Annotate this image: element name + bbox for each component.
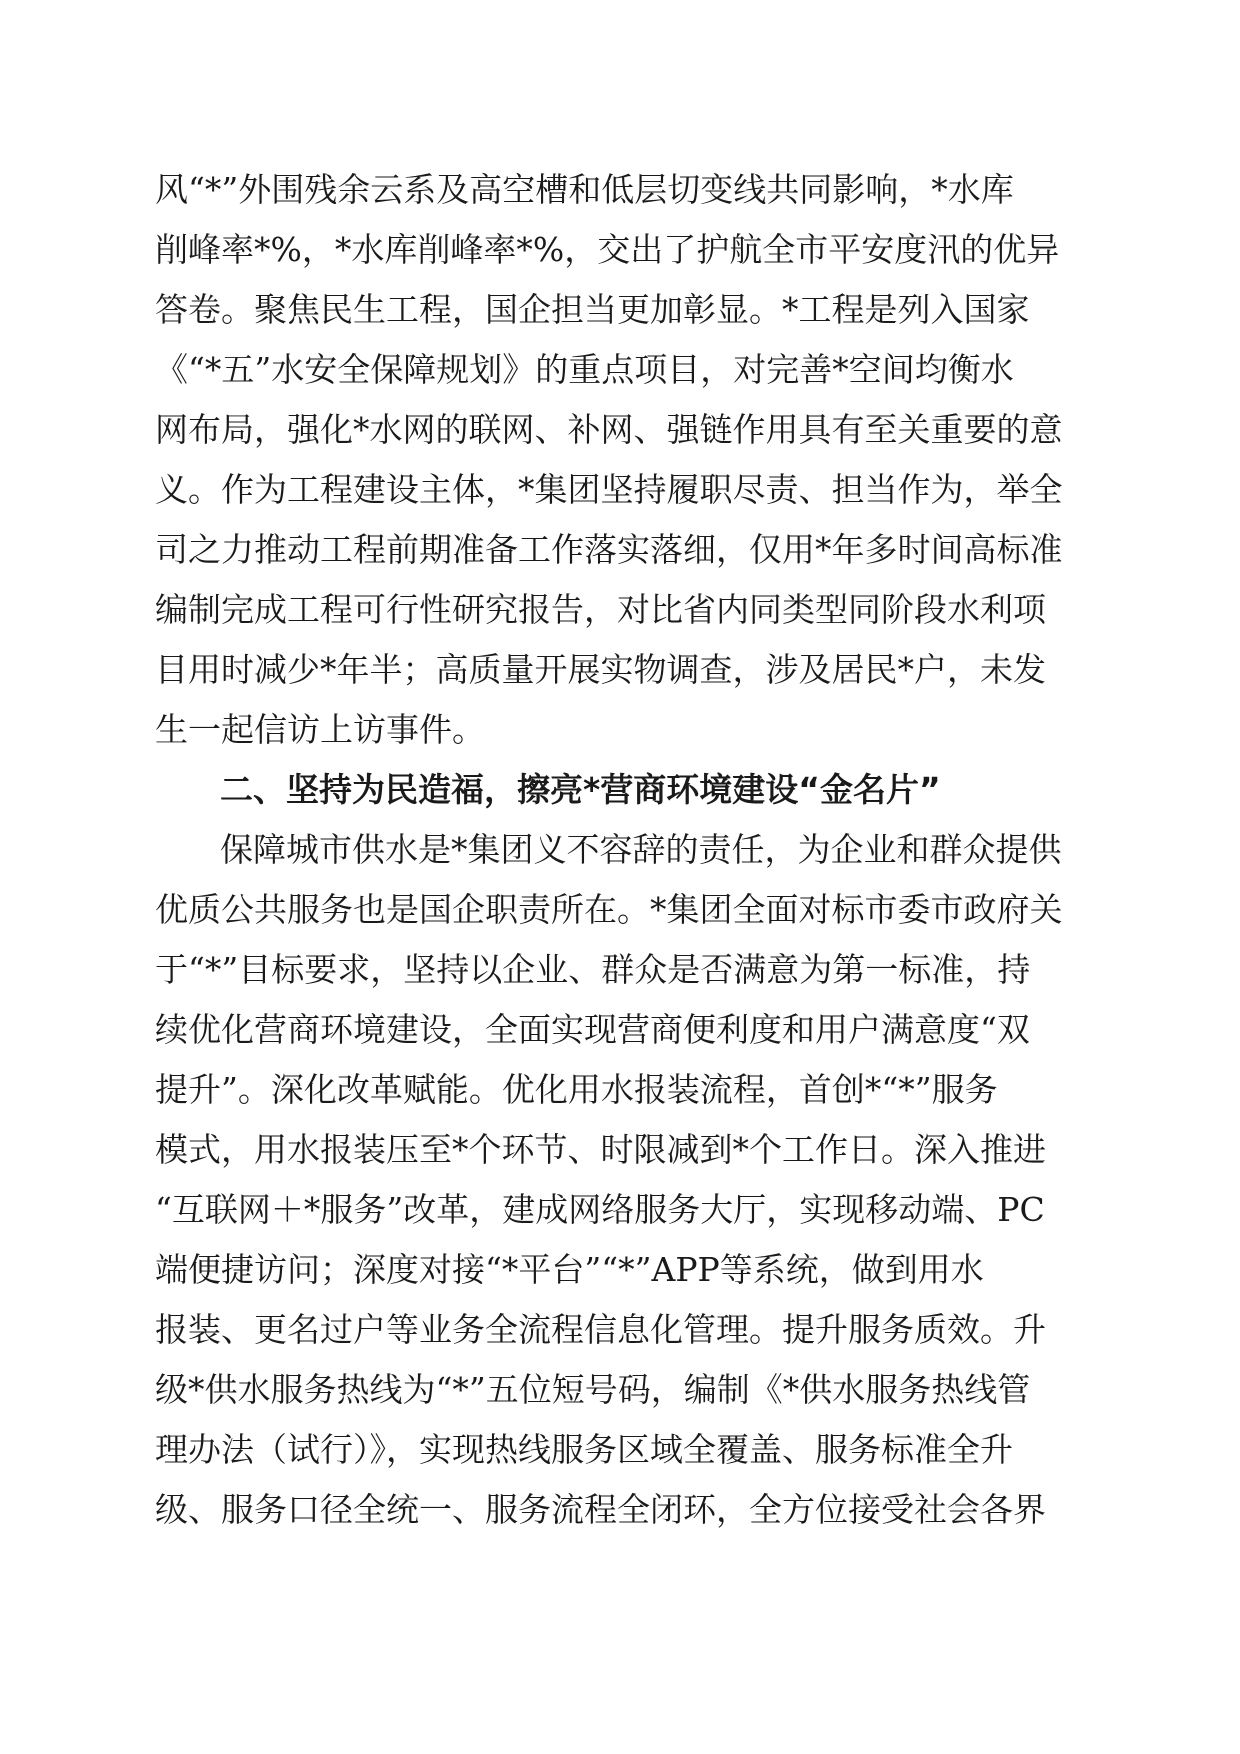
body-text-line: 网布局，强化*水网的联网、补网、强链作用具有至关重要的意: [155, 410, 1063, 449]
body-text-line: 模式，用水报装压至*个环节、时限减到*个工作日。深入推进: [155, 1130, 1046, 1169]
body-text-line: 编制完成工程可行性研究报告，对比省内同类型同阶段水利项: [155, 590, 1046, 629]
body-text-line: 级、服务口径全统一、服务流程全闭环，全方位接受社会各界: [155, 1490, 1046, 1529]
body-text-line: 理办法（试行）》，实现热线服务区域全覆盖、服务标准全升: [155, 1430, 1013, 1469]
body-text-line: 优质公共服务也是国企职责所在。*集团全面对标市委市政府关: [155, 890, 1063, 929]
body-text-line: 生一起信访上访事件。: [155, 710, 485, 749]
body-text-line: 义。作为工程建设主体，*集团坚持履职尽责、担当作为，举全: [155, 470, 1063, 509]
body-text-line: 司之力推动工程前期准备工作落实落细，仅用*年多时间高标准: [155, 530, 1063, 569]
section-heading: 二、坚持为民造福，擦亮*营商环境建设“金名片”: [220, 770, 941, 809]
body-text-line: 风“*”外围残余云系及高空槽和低层切变线共同影响，*水库: [155, 170, 1014, 209]
body-text-line: 削峰率*%，*水库削峰率*%，交出了护航全市平安度汛的优异: [155, 230, 1060, 269]
body-text-line: 提升”。深化改革赋能。优化用水报装流程，首创*“*”服务: [155, 1070, 998, 1109]
body-text-line: 《“*五”水安全保障规划》的重点项目，对完善*空间均衡水: [155, 350, 1014, 389]
body-text-line: 于“*”目标要求，坚持以企业、群众是否满意为第一标准，持: [155, 950, 1031, 989]
body-text-line: 级*供水服务热线为“*”五位短号码，编制《*供水服务热线管: [155, 1370, 1031, 1409]
body-text-line: “互联网＋*服务”改革，建成网络服务大厅，实现移动端、PC: [155, 1190, 1045, 1229]
body-text-line: 端便捷访问；深度对接“*平台”“*”APP等系统，做到用水: [155, 1250, 984, 1289]
body-text-line: 续优化营商环境建设，全面实现营商便利度和用户满意度“双: [155, 1010, 1030, 1049]
body-text-line: 目用时减少*年半；高质量开展实物调查，涉及居民*户，未发: [155, 650, 1046, 689]
body-text-line: 答卷。聚焦民生工程，国企担当更加彰显。*工程是列入国家: [155, 290, 1030, 329]
body-text-line: 保障城市供水是*集团义不容辞的责任，为企业和群众提供: [220, 830, 1062, 869]
body-text-line: 报装、更名过户等业务全流程信息化管理。提升服务质效。升: [155, 1310, 1046, 1349]
